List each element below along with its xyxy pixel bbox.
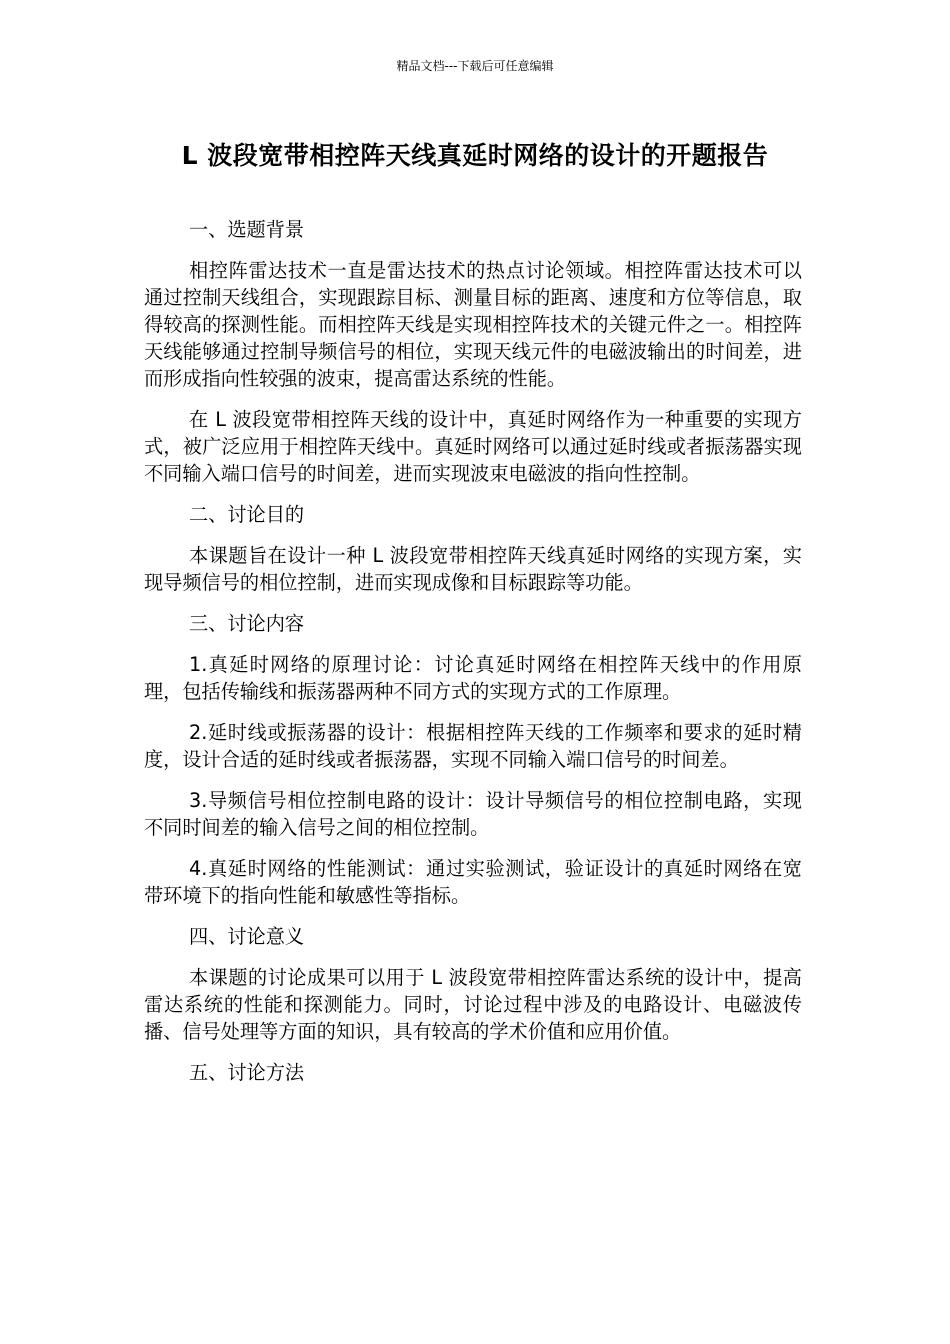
paragraph-content-item-1: 1.真延时网络的原理讨论：讨论真延时网络在相控阵天线中的作用原理，包括传输线和振荡器两种不同方式的实现方式的工作原理。 xyxy=(144,653,802,703)
paragraph-background-2: 在 L 波段宽带相控阵天线的设计中，真延时网络作为一种重要的实现方式，被广泛应用于相控阵天线中。真延时网络可以通过延时线或者振荡器实现不同输入端口信号的时间差，进而实现波束电磁波的指向性控制。 xyxy=(144,408,802,485)
document-body xyxy=(144,216,802,1100)
paragraph-content-item-4: 4.真延时网络的性能测试：通过实验测试，验证设计的真延时网络在宽带环境下的指向性能和敏感性等指标。 xyxy=(144,857,802,907)
header-note: 精品文档---下载后可任意编辑 xyxy=(396,59,554,73)
paragraph-background-1: 相控阵雷达技术一直是雷达技术的热点讨论领域。相控阵雷达技术可以通过控制天线组合，实现跟踪目标、测量目标的距离、速度和方位等信息，取得较高的探测性能。而相控阵天线是实现相控阵技术的关键元件之一。相控阵天线能够通过控制导频信号的相位，实现天线元件的电磁波输出的时间差，进而形成指向性较强的波束，提高雷达系统的性能。 xyxy=(144,259,802,390)
section-heading-significance: 四、讨论意义 xyxy=(189,925,305,948)
paragraph-significance: 本课题的讨论成果可以用于 L 波段宽带相控阵雷达系统的设计中，提高雷达系统的性能和探测能力。同时，讨论过程中涉及的电路设计、电磁波传播、信号处理等方面的知识，具有较高的学术价值和应用价值。 xyxy=(144,966,802,1043)
section-heading-background: 一、选题背景 xyxy=(189,218,305,241)
paragraph-content-item-3: 3.导频信号相位控制电路的设计：设计导频信号的相位控制电路，实现不同时间差的输入信号之间的相位控制。 xyxy=(144,789,802,839)
paragraph-content-item-2: 2.延时线或振荡器的设计：根据相控阵天线的工作频率和要求的延时精度，设计合适的延时线或者振荡器，实现不同输入端口信号的时间差。 xyxy=(144,721,802,771)
paragraph-purpose: 本课题旨在设计一种 L 波段宽带相控阵天线真延时网络的实现方案，实现导频信号的相位控制，进而实现成像和目标跟踪等功能。 xyxy=(144,544,802,594)
section-heading-purpose: 二、讨论目的 xyxy=(189,503,305,526)
document-title: L 波段宽带相控阵天线真延时网络的设计的开题报告 xyxy=(181,141,769,170)
section-heading-content: 三、讨论内容 xyxy=(189,612,305,635)
section-heading-method: 五、讨论方法 xyxy=(189,1061,305,1084)
